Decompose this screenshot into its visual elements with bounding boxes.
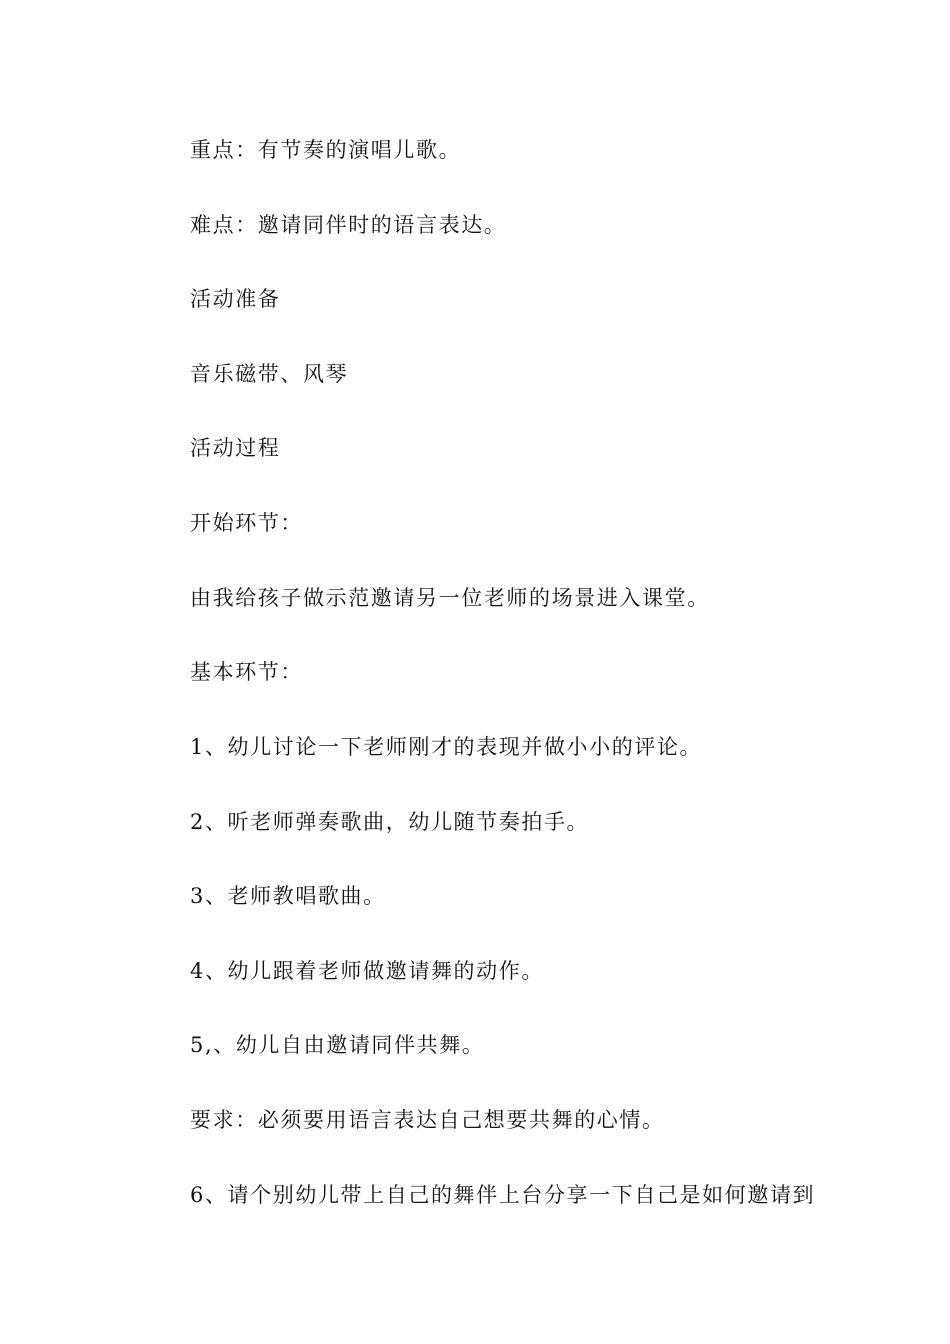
key-point-line: 重点：有节奏的演唱儿歌。 [190,138,462,162]
step-6: 6、请个别幼儿带上自己的舞伴上台分享一下自己是如何邀请到 [190,1183,816,1207]
process-heading: 活动过程 [190,436,281,460]
basic-heading: 基本环节： [190,660,303,684]
preparation-materials: 音乐磁带、风琴 [190,362,349,386]
step-4: 4、幼儿跟着老师做邀请舞的动作。 [190,959,544,983]
step-2: 2、听老师弹奏歌曲，幼儿随节奏拍手。 [190,810,590,834]
preparation-heading: 活动准备 [190,287,281,311]
difficulty-line: 难点：邀请同伴时的语言表达。 [190,213,507,237]
requirement-line: 要求：必须要用语言表达自己想要共舞的心情。 [190,1108,665,1132]
opening-description: 由我给孩子做示范邀请另一位老师的场景进入课堂。 [190,586,710,610]
step-5: 5,、幼儿自由邀请同伴共舞。 [190,1033,485,1057]
opening-heading: 开始环节： [190,511,303,535]
step-1: 1、幼儿讨论一下老师刚才的表现并做小小的评论。 [190,735,703,759]
step-3: 3、老师教唱歌曲。 [190,884,386,908]
